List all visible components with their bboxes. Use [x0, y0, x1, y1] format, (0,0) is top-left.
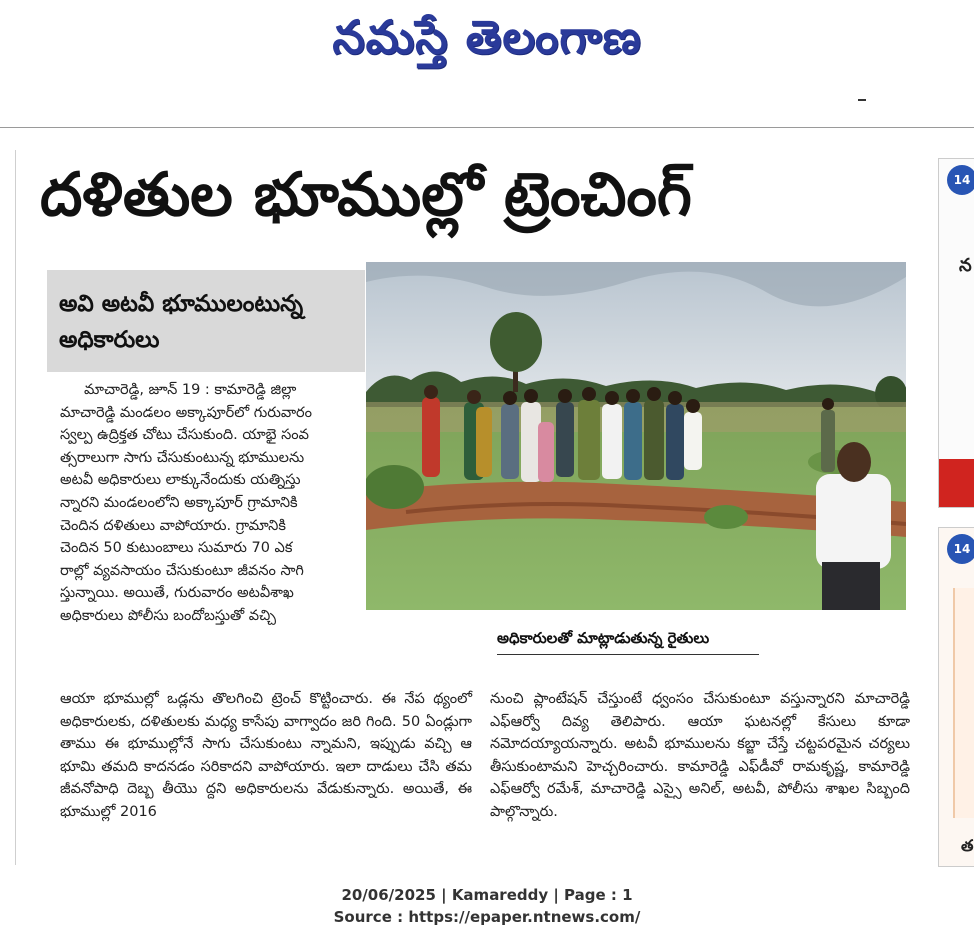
article-paragraph-1: [60, 379, 360, 628]
masthead: [0, 0, 974, 92]
masthead-divider: [0, 127, 974, 128]
paragraph-line: రాల్లో వ్యవసాయం చేసుకుంటూ జీవనం సాగి: [60, 562, 304, 579]
news-photo: [366, 262, 906, 610]
side-advertisement-bottom[interactable]: [938, 527, 974, 867]
article-subheadline: అవి అటవీ భూములంటున్న అధికారులు: [47, 270, 365, 372]
paragraph-line: అధికారులు పోలీసు బందోబస్తుతో వచ్చి: [60, 607, 277, 624]
paragraph-line: స్తున్నాయి. అయితే, గురువారం అటవీశాఖ: [60, 585, 294, 602]
page-footer: [0, 884, 974, 928]
article-paragraph-2: ఆయా భూముల్లో ఒడ్లను తొలగించి ట్రెంచ్ కొట్టించారు. ఈ నేప థ్యంలో అధికారులకు, దళితులకు మధ్య కాసేపు వాగ్వాదం జరి గింది. 50 ఏండ్లుగా తాము ఈ భూముల్లోనే సాగు చేసుకుంటు న్నామని, ఇప్పుడు వచ్చి ఆ భూమి తమది కాదనడం సరికాదని వాపోయారు. ఇలా దాడులు చేసి తమ జీవనోపాధి దెబ్బ తీయొ ద్దని అధికారులను వేడుకున్నారు. అయితే, ఈ భూముల్లో 2016: [60, 691, 472, 820]
paragraph-line: స్వల్ప ఉద్రిక్తత చోటు చేసుకుంది. యాభై సంవ: [60, 427, 309, 444]
article-headline: దళితుల భూముల్లో ట్రెంచింగ్: [40, 160, 692, 230]
side-advertisement-top[interactable]: [938, 158, 974, 508]
newspaper-logo: నమస్తే తెలంగాణ: [332, 10, 642, 64]
source-link[interactable]: Source : https://epaper.ntnews.com/: [333, 908, 641, 926]
paragraph-line: మాచారెడ్డి, జూన్ 19 : కామారెడ్డి జిల్లా: [84, 382, 297, 398]
paragraph-line: న్నారని మండలంలోని అక్కాపూర్ గ్రామానికి: [60, 494, 298, 511]
ad-graphic: [953, 588, 974, 818]
paragraph-line: చెందిన దళితులు వాపోయారు. గ్రామానికి: [60, 517, 286, 534]
paragraph-line: మాచారెడ్డి మండలం అక్కాపూర్‌లో గురువారం: [60, 404, 313, 421]
article-paragraph-3: నుంచి ప్లాంటేషన్ చేస్తుంటే ధ్వంసం చేసుకుంటూ వస్తున్నారని మాచారెడ్డి ఎఫ్‌ఆర్వో దివ్య తెలిపారు. ఆయా ఘటనల్లో కేసులు కూడా నమోదయ్యాయన్నారు. అటవీ భూములను కబ్జా చేస్తే చట్టపరమైన చర్యలు తీసుకుంటామని హెచ్చరించారు. కామారెడ్డి ఎఫ్‌డీవో రామకృష్ణ, కామారెడ్డి ఎఫ్‌ఆర్వో రమేశ్, మాచారెడ్డి ఎస్సై అనిల్, అటవీ, పోలీసు శాఖల సిబ్బంది పాల్గొన్నారు.: [490, 691, 910, 820]
news-photo-image: [366, 262, 906, 610]
paragraph-line: అటవీ అధికారులు లాక్కునేందుకు యత్నిస్తు: [60, 472, 301, 489]
ad-red-band: [939, 459, 974, 507]
masthead-mark: [858, 99, 866, 101]
ad-badge: 14: [947, 165, 974, 195]
ad-text: త: [961, 836, 974, 855]
paragraph-line: చెందిన 50 కుటుంబాలు సుమారు 70 ఎక: [60, 540, 293, 557]
column-divider: [15, 150, 16, 865]
photo-caption: అధికారులతో మాట్లాడుతున్న రైతులు: [497, 626, 759, 655]
edition-info: 20/06/2025 | Kamareddy | Page : 1: [341, 886, 633, 904]
ad-badge: 14: [947, 534, 974, 564]
ad-text: న: [959, 255, 972, 276]
paragraph-line: త్సరాలుగా సాగు చేసుకుంటున్న భూములను: [60, 449, 305, 466]
